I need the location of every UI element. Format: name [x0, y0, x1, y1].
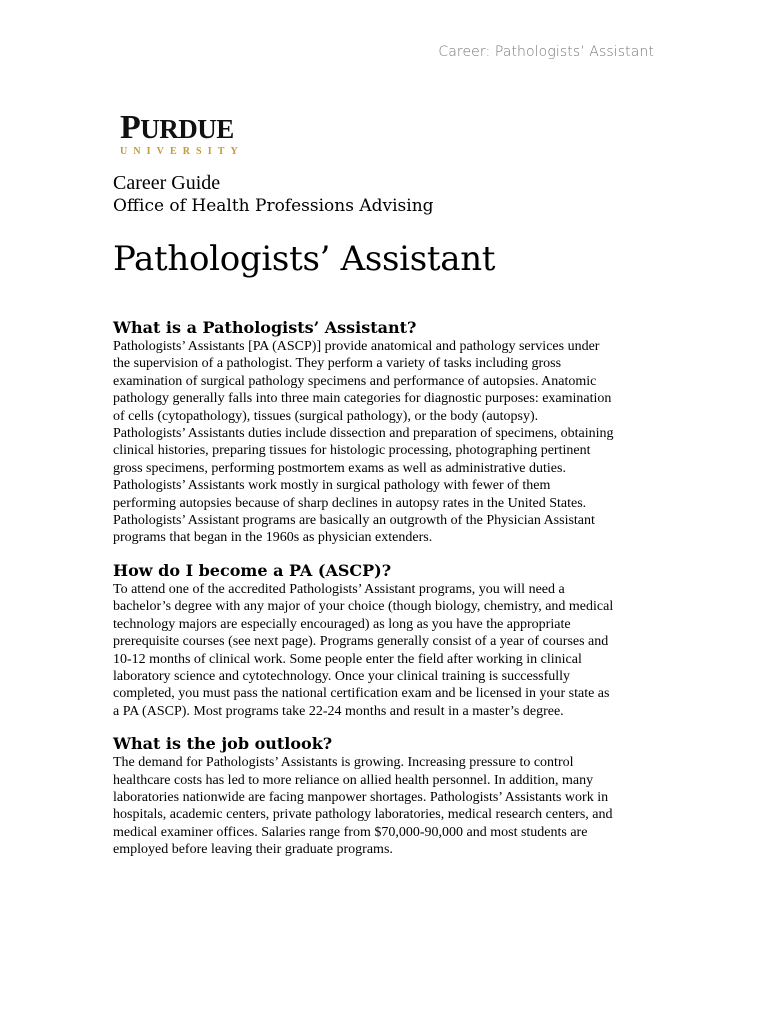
section-job-outlook: [113, 734, 658, 858]
section-body: Pathologists’ Assistants [PA (ASCP)] provide anatomical and pathology services under the supervision of a pathologist. They perform a variety of tasks including gross examination of surgical pathology specimens and performance of autopsies. Anatomic pathology generally falls into three main categories for diagnostic purposes: examination of cells (cytopathology), tissues (surgical pathology), or the body (autopsy). Pathologists’ Assistants duties include dissection and preparation of specimens, obtaining clinical histories, preparing tissues for histologic processing, photographing pertinent gross specimens, performing postmortem exams as well as administrative duties. Pathologists’ Assistants work mostly in surgical pathology with fewer of them performing autopsies because of sharp declines in autopsy rates in the United States. Pathologists’ Assistant programs are basically an outgrowth of the Physician Assistant programs that began in the 1960s as physician extenders.: [113, 339, 614, 546]
career-guide-label: Career Guide: [113, 172, 221, 194]
section-body: The demand for Pathologists’ Assistants is growing. Increasing pressure to control healthcare costs has led to more reliance on allied health personnel. In addition, many laboratories nationwide are facing manpower shortages. Pathologists’ Assistants work in hospitals, academic centers, private pathology laboratories, medical research centers, and medical examiner offices. Salaries range from $70,000-90,000 and most students are employed before leaving their graduate programs.: [113, 755, 613, 858]
section-how-to-become: [113, 561, 658, 720]
logo-wordmark: [120, 109, 266, 146]
running-header: Career: Pathologists’ Assistant: [438, 44, 654, 60]
section-heading: How do I become a PA (ASCP)?: [113, 560, 392, 580]
office-name: Office of Health Professions Advising: [113, 196, 434, 216]
page-title: Pathologists’ Assistant: [113, 239, 496, 279]
section-heading: What is a Pathologists’ Assistant?: [113, 318, 417, 337]
section-what-is: [113, 318, 658, 547]
logo-subtitle: UNIVERSITY: [120, 146, 244, 157]
section-body: To attend one of the accredited Pathologists’ Assistant programs, you will need a bachelor’s degree with any major of your choice (though biology, chemistry, and medical technology majors are especially encouraged) as long as you have the appropriate prerequisite courses (see next page). Programs generally consist of a year of courses and 10-12 months of clinical work. Some people enter the field after working in clinical laboratory science and cytotechnology. Once your clinical training is successfully completed, you must pass the national certification exam and be licensed in your state as a PA (ASCP). Most programs take 22-24 months and result in a master’s degree.: [113, 581, 614, 719]
logo-wordmark-rest: URDUE: [140, 114, 234, 144]
logo-wordmark-initial: P: [120, 109, 141, 146]
document-body: [113, 318, 658, 859]
purdue-university-logo: [120, 109, 266, 157]
section-heading: What is the job outlook?: [113, 734, 333, 754]
